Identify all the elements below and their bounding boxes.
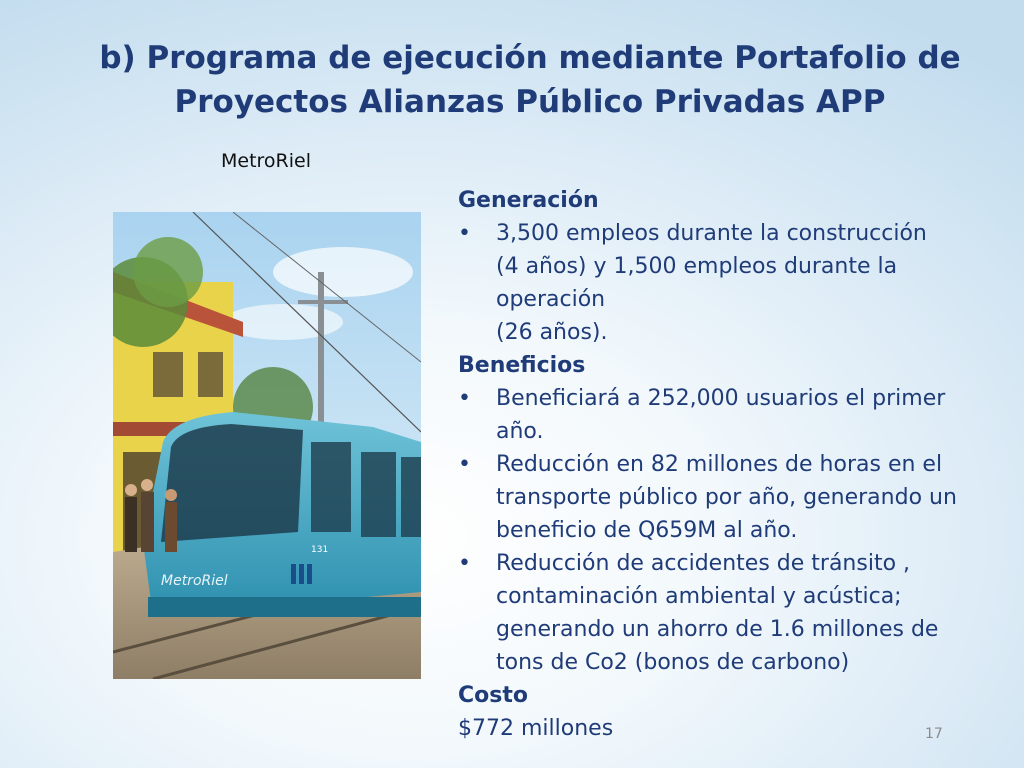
metroriel-photo (113, 212, 421, 679)
tram-logo-text: MetroRiel (161, 573, 228, 589)
bullet-marker: • (458, 551, 471, 576)
page-number: 17 (925, 726, 943, 742)
bullet-line: Beneficiará a 252,000 usuarios el primer (496, 386, 946, 411)
generation-extra-line: (26 años). (496, 320, 608, 345)
bullet-line: contaminación ambiental y acústica; (496, 584, 902, 609)
bullet-line: 3,500 empleos durante la construcción (496, 221, 927, 246)
bullet-line: Reducción de accidentes de tránsito , (496, 551, 911, 576)
tram-number: 131 (311, 545, 329, 555)
bullet-marker: • (458, 452, 471, 477)
bullet-line: generando un ahorro de 1.6 millones de (496, 617, 939, 642)
cost-heading: Costo (458, 683, 528, 708)
benefits-heading: Beneficios (458, 353, 586, 378)
cost-value: $772 millones (458, 716, 614, 741)
benefit-bullet (458, 382, 998, 448)
slide-title-line-1: b) Programa de ejecución mediante Portafolio de (99, 40, 961, 76)
benefit-bullet (458, 547, 998, 679)
bullet-line: Reducción en 82 millones de horas en el (496, 452, 943, 477)
photo-caption: MetroRiel (221, 150, 311, 172)
slide-title (40, 36, 1020, 124)
bullet-line: operación (496, 287, 606, 312)
bullet-line: año. (496, 419, 544, 444)
generation-heading: Generación (458, 188, 599, 213)
bullet-line: beneficio de Q659M al año. (496, 518, 798, 543)
slide-title-line-2: Proyectos Alianzas Público Privadas APP (174, 84, 886, 120)
tram (143, 412, 421, 617)
bullet-marker: • (458, 221, 471, 246)
bullet-line: transporte público por año, generando un (496, 485, 957, 510)
bullet-line: (4 años) y 1,500 empleos durante la (496, 254, 898, 279)
bullet-line: tons de Co2 (bonos de carbono) (496, 650, 850, 675)
bullet-marker: • (458, 386, 471, 411)
benefit-bullet (458, 448, 998, 547)
project-details (458, 184, 998, 745)
generation-bullet (458, 217, 998, 316)
